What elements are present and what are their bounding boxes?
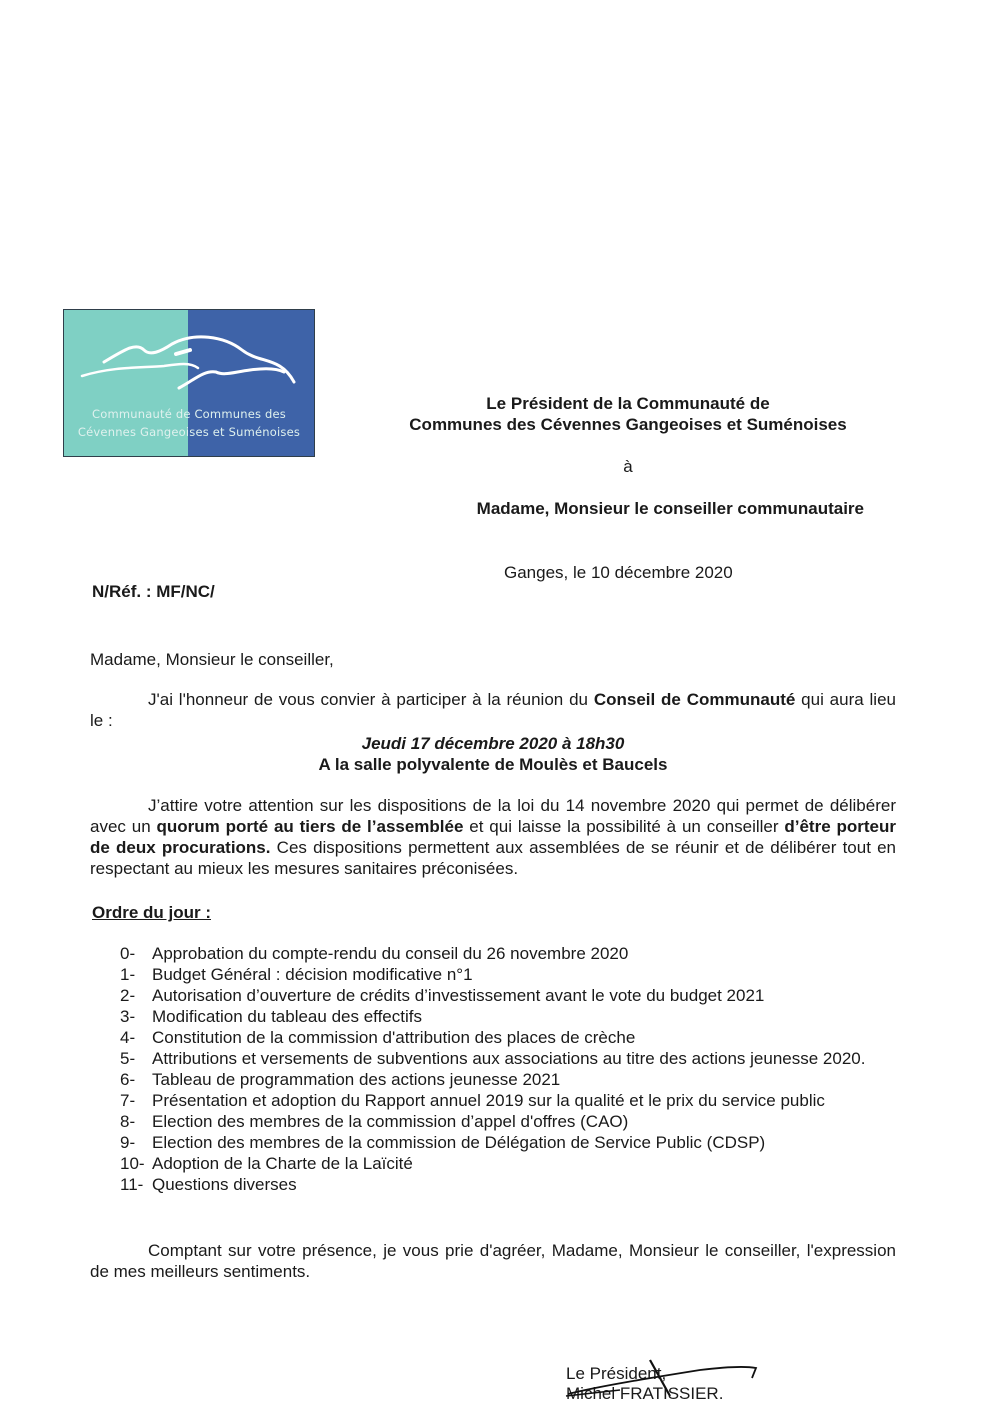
organization-logo — [63, 309, 315, 457]
closing-paragraph — [90, 1240, 896, 1282]
agenda-number: 1- — [120, 965, 136, 984]
agenda-item — [120, 1069, 896, 1090]
intro-text: J'ai l'honneur de vous convier à participer à la réunion du — [148, 690, 594, 709]
agenda-text: Election des membres de la commission de Délégation de Service Public (CDSP) — [152, 1133, 766, 1152]
notice-paragraph — [90, 795, 896, 879]
intro-text-end: qui aura lieu le : — [90, 690, 896, 730]
agenda-text: Tableau de programmation des actions jeunesse 2021 — [152, 1070, 561, 1089]
invitation-paragraph — [90, 689, 896, 731]
agenda-item — [120, 1048, 896, 1069]
agenda-text: Approbation du compte-rendu du conseil du 26 novembre 2020 — [152, 944, 629, 963]
recipient: Madame, Monsieur le conseiller communautaire — [476, 499, 864, 518]
agenda-number: 9- — [120, 1133, 136, 1152]
agenda-item — [120, 1153, 896, 1174]
agenda-text: Modification du tableau des effectifs — [152, 1007, 422, 1026]
notice-quorum: quorum porté au tiers de l’assemblée — [156, 817, 464, 836]
notice-text: J’attire votre attention sur les dispositions de la loi du 14 novembre 2020 qui permet de délibérer avec un — [90, 796, 896, 836]
agenda-item — [120, 1090, 896, 1111]
salutation: Madame, Monsieur le conseiller, — [90, 650, 334, 669]
reference: N/Réf. : MF/NC/ — [92, 582, 215, 601]
meeting-date: Jeudi 17 décembre 2020 à 18h30 — [361, 734, 625, 753]
meeting-details — [90, 733, 896, 775]
agenda-number: 2- — [120, 986, 136, 1005]
agenda-text: Budget Général : décision modificative n°1 — [152, 965, 473, 984]
agenda-item — [120, 1006, 896, 1027]
agenda-item — [120, 985, 896, 1006]
agenda-text: Election des membres de la commission d’appel d'offres (CAO) — [152, 1112, 629, 1131]
logo-text-line1: Communauté de Communes des — [92, 407, 286, 421]
agenda-item — [120, 1174, 896, 1195]
agenda-number: 11- — [120, 1175, 144, 1194]
agenda-item — [120, 1132, 896, 1153]
agenda-text: Autorisation d’ouverture de crédits d’investissement avant le vote du budget 2021 — [152, 986, 765, 1005]
agenda-text: Questions diverses — [152, 1175, 297, 1194]
sender-line2: Communes des Cévennes Gangeoises et Suménoises — [409, 415, 847, 434]
agenda-item — [120, 943, 896, 964]
agenda-number: 4- — [120, 1028, 136, 1047]
agenda-text: Constitution de la commission d'attribution des places de crèche — [152, 1028, 636, 1047]
sender-block — [380, 393, 876, 435]
agenda-text: Attributions et versements de subventions aux associations au titre des actions jeunesse 2020. — [152, 1049, 866, 1068]
agenda-text: Adoption de la Charte de la Laïcité — [152, 1154, 413, 1173]
signatory-title: Le Président, — [566, 1364, 667, 1383]
closing-text: Comptant sur votre présence, je vous prie d'agréer, Madame, Monsieur le conseiller, l'expression de mes meilleurs sentiments. — [90, 1241, 896, 1281]
agenda-number: 0- — [120, 944, 136, 963]
meeting-place: A la salle polyvalente de Moulès et Baucels — [318, 755, 668, 774]
agenda-number: 10- — [120, 1154, 145, 1173]
agenda-title: Ordre du jour : — [92, 903, 211, 922]
addressed-to: à — [623, 457, 633, 476]
logo-text-line2: Cévennes Gangeoises et Suménoises — [77, 425, 301, 439]
agenda-number: 7- — [120, 1091, 136, 1110]
agenda-number: 8- — [120, 1112, 136, 1131]
agenda-list — [120, 943, 896, 1195]
agenda-number: 3- — [120, 1007, 136, 1026]
notice-proxies: d’être porteur de deux procurations. — [90, 817, 897, 857]
agenda-text: Présentation et adoption du Rapport annuel 2019 sur la qualité et le prix du service public — [152, 1091, 825, 1110]
letter-date: Ganges, le 10 décembre 2020 — [504, 563, 733, 582]
sender-line1: Le Président de la Communauté de — [486, 394, 770, 413]
agenda-number: 5- — [120, 1049, 136, 1068]
notice-text: et qui laisse la possibilité à un conseiller — [463, 817, 785, 836]
agenda-item — [120, 1027, 896, 1048]
notice-text: Ces dispositions permettent aux assemblées de se réunir et de délibérer tout en respectant au mieux les mesures sanitaires préconisées. — [90, 838, 897, 878]
agenda-item — [120, 1111, 896, 1132]
agenda-item — [120, 964, 896, 985]
council-name: Conseil de Communauté — [593, 690, 796, 709]
agenda-number: 6- — [120, 1070, 136, 1089]
signatory-name: Michel FRATISSIER. — [566, 1384, 724, 1403]
handwritten-signature-icon — [560, 1356, 770, 1402]
